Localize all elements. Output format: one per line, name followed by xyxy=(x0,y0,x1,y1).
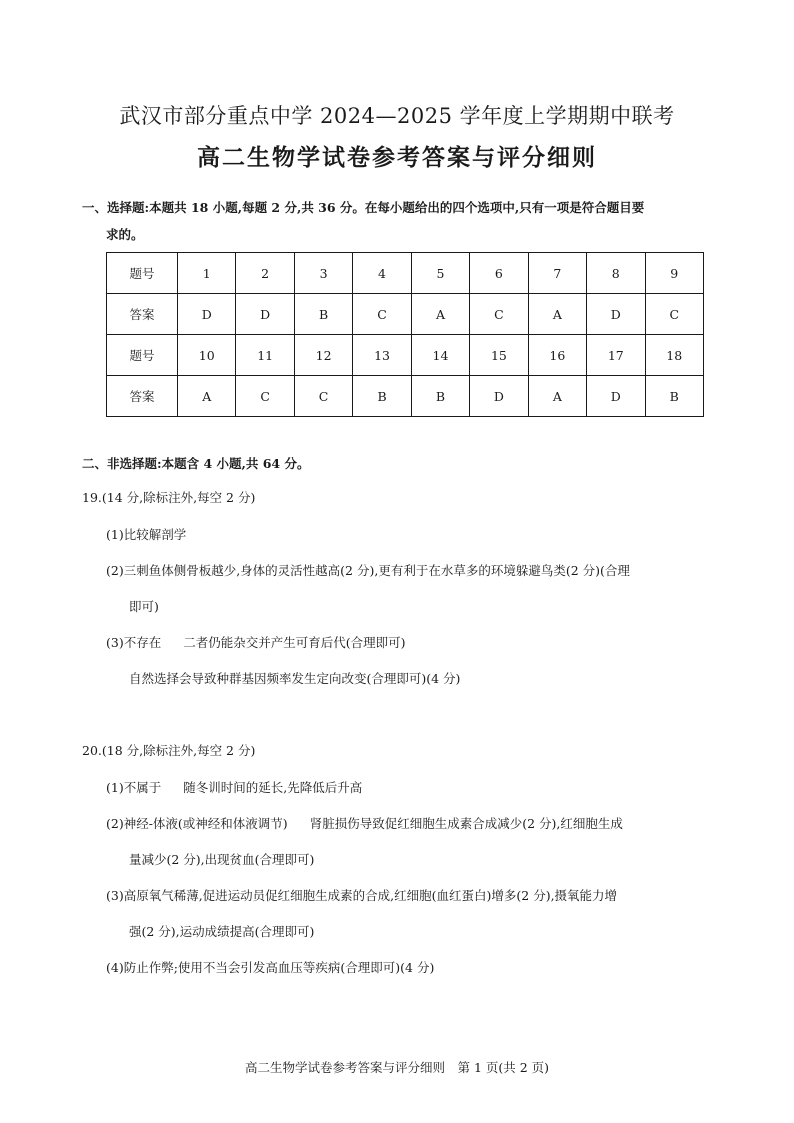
table-cell: 11 xyxy=(236,335,294,376)
page-footer: 高二生物学试卷参考答案与评分细则 第 1 页(共 2 页) xyxy=(244,1060,550,1075)
q20-part3-line2: 强(2 分),运动成绩提高(合理即可) xyxy=(129,924,315,939)
row-label: 答案 xyxy=(107,294,178,335)
q19-part2-line1: (2)三刺鱼体侧骨板越少,身体的灵活性越高(2 分),更有利于在水草多的环境躲避鸟类(2 分)(合理 xyxy=(106,563,630,578)
q19-part3-line1 xyxy=(106,633,405,653)
table-cell: 7 xyxy=(528,253,586,294)
answer-table xyxy=(106,252,704,417)
table-cell: C xyxy=(645,294,704,335)
table-cell: D xyxy=(587,294,645,335)
q20-head: 20.(18 分,除标注外,每空 2 分) xyxy=(82,743,256,758)
table-cell: 16 xyxy=(528,335,586,376)
section2-heading: 二、非选择题:本题含 4 小题,共 64 分。 xyxy=(82,456,310,471)
q20-part1 xyxy=(106,778,362,798)
q20-part1-answer2: 随冬训时间的延长,先降低后升高 xyxy=(183,780,363,795)
table-cell: A xyxy=(528,294,586,335)
q19-part2-line2: 即可) xyxy=(129,599,159,614)
q19-part3-answer2: 二者仍能杂交并产生可育后代(合理即可) xyxy=(183,635,406,650)
table-cell: B xyxy=(645,376,704,417)
table-cell: C xyxy=(294,376,352,417)
q20-part2-line1 xyxy=(106,814,623,834)
table-cell: A xyxy=(178,376,236,417)
table-row-numbers-a xyxy=(107,253,704,294)
table-cell: 4 xyxy=(353,253,411,294)
table-cell: D xyxy=(587,376,645,417)
q19-part3-line2: 自然选择会导致种群基因频率发生定向改变(合理即可)(4 分) xyxy=(129,671,461,686)
table-cell: B xyxy=(353,376,411,417)
table-cell: B xyxy=(294,294,352,335)
table-cell: C xyxy=(353,294,411,335)
page-subtitle: 高二生物学试卷参考答案与评分细则 xyxy=(197,144,597,171)
q20-part3-line1: (3)高原氧气稀薄,促进运动员促红细胞生成素的合成,红细胞(血红蛋白)增多(2 分),摄氧能力增 xyxy=(106,888,618,903)
table-cell: 5 xyxy=(411,253,469,294)
table-cell: D xyxy=(178,294,236,335)
table-cell: 14 xyxy=(411,335,469,376)
table-cell: 15 xyxy=(470,335,528,376)
row-label: 答案 xyxy=(107,376,178,417)
table-cell: C xyxy=(236,376,294,417)
q20-part2-answer2: 肾脏损伤导致促红细胞生成素合成减少(2 分),红细胞生成 xyxy=(309,816,623,831)
q19-part1: (1)比较解剖学 xyxy=(106,527,187,542)
q20-part1-answer1: (1)不属于 xyxy=(106,780,162,795)
q20-part2-answer1: (2)神经-体液(或神经和体液调节) xyxy=(106,816,288,831)
table-cell: D xyxy=(470,376,528,417)
table-cell: A xyxy=(528,376,586,417)
table-cell: 3 xyxy=(294,253,352,294)
table-cell: A xyxy=(411,294,469,335)
row-label: 题号 xyxy=(107,253,178,294)
q19-part3-answer1: (3)不存在 xyxy=(106,635,162,650)
table-cell: 9 xyxy=(645,253,704,294)
table-cell: 13 xyxy=(353,335,411,376)
table-cell: C xyxy=(470,294,528,335)
row-label: 题号 xyxy=(107,335,178,376)
table-cell: 17 xyxy=(587,335,645,376)
table-cell: 6 xyxy=(470,253,528,294)
table-row-answers-b xyxy=(107,376,704,417)
table-cell: 8 xyxy=(587,253,645,294)
table-cell: B xyxy=(411,376,469,417)
table-cell: 18 xyxy=(645,335,704,376)
table-cell: 12 xyxy=(294,335,352,376)
q19-head: 19.(14 分,除标注外,每空 2 分) xyxy=(82,490,256,505)
section1-line2: 求的。 xyxy=(106,227,144,242)
page-title: 武汉市部分重点中学 2024—2025 学年度上学期期中联考 xyxy=(119,104,675,128)
table-cell: 2 xyxy=(236,253,294,294)
table-cell: 10 xyxy=(178,335,236,376)
table-row-numbers-b xyxy=(107,335,704,376)
section1-heading xyxy=(82,194,712,248)
table-row-answers-a xyxy=(107,294,704,335)
q20-part4: (4)防止作弊;使用不当会引发高血压等疾病(合理即可)(4 分) xyxy=(106,960,435,975)
q20-part2-line2: 量减少(2 分),出现贫血(合理即可) xyxy=(129,852,315,867)
section1-line1: 一、选择题:本题共 18 小题,每题 2 分,共 36 分。在每小题给出的四个选项中,只有一项是符合题目要 xyxy=(82,200,645,215)
table-cell: D xyxy=(236,294,294,335)
table-cell: 1 xyxy=(178,253,236,294)
